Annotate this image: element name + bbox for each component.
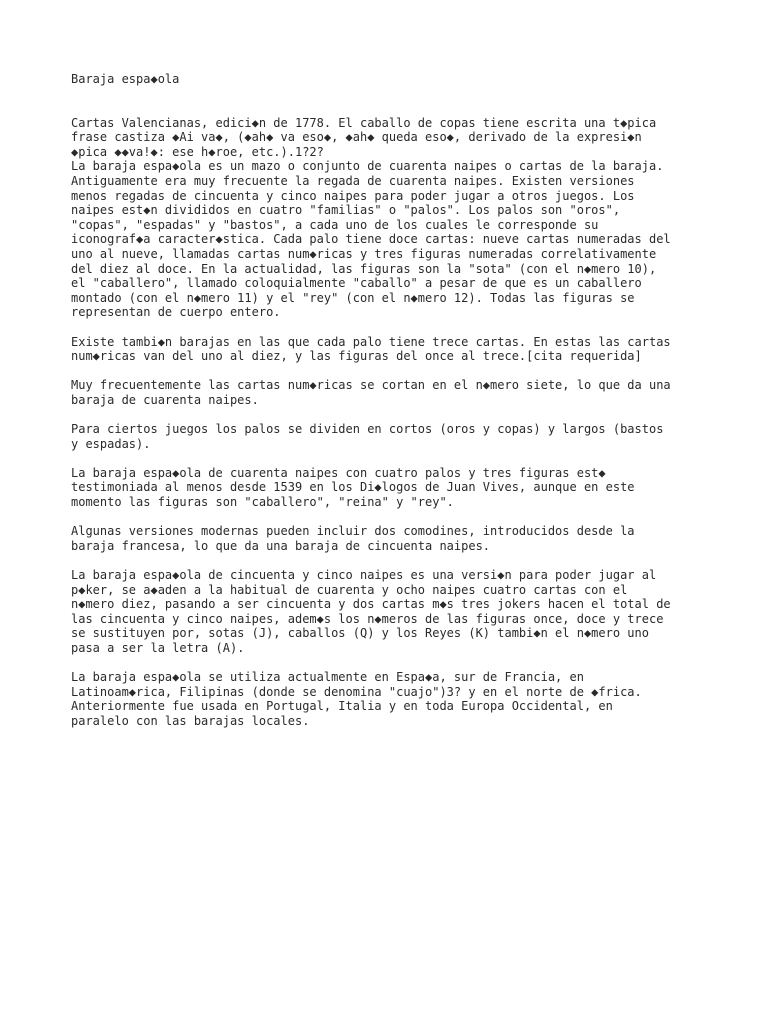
paragraph-history: La baraja espa◆ola de cuarenta naipes con cuatro palos y tres figuras est◆ testimoniada al menos desde 1539 en los Di◆logos de Juan Vives, aunque en este momento las figuras son "caballero", "reina" y "rey".: [71, 465, 635, 510]
paragraph-fifty-five-cards: La baraja espa◆ola de cincuenta y cinco naipes es una versi◆n para poder jugar al p◆ker, se a◆aden a la habitual de cuarenta y ocho naipes cuatro cartas con el n◆mero diez, pasando a ser cincuenta y dos cartas m◆s tres jokers hacen el total de las cincuenta y cinco naipes, adem◆s los n◆meros de las figuras once, doce y trece se sustituyen por, sotas (J), caballos (Q) y los Reyes (K) tambi◆n el n◆mero uno pasa a ser la letra (A).: [71, 568, 671, 655]
paragraph-usage: La baraja espa◆ola se utiliza actualmente en Espa◆a, sur de Francia, en Latinoam◆rica, Filipinas (donde se denomina "cuajo")3? y en el norte de ◆frica. Anteriormente fue usada en Portugal, Italia y en toda Europa Occidental, en paralelo con las barajas locales.: [71, 670, 642, 728]
paragraph-intro: La baraja espa◆ola es un mazo o conjunto de cuarenta naipes o cartas de la baraja. Antiguamente era muy frecuente la regada de cuarenta naipes. Existen versiones menos regadas de cincuenta y cinco naipes para poder jugar a otros juegos. Los naipes est◆n divididos en cuatro "familias" o "palos". Los palos son "oros", "copas", "espadas" y "bastos", a cada uno de los cuales le corresponde su iconograf◆a caracter◆stica. Cada palo tiene doce cartas: nueve cartas numeradas del uno al nueve, llamadas cartas num◆ricas y tres figuras numeradas correlativamente del diez al doce. En la actualidad, las figuras son la "sota" (con el n◆mero 10), el "caballero", llamado coloquialmente "caballo" a pesar de que es un caballero montado (con el n◆mero 11) y el "rey" (con el n◆mero 12). Todas las figuras se representan de cuerpo entero.: [71, 159, 671, 320]
paragraph-short-long-suits: Para ciertos juegos los palos se dividen en cortos (oros y copas) y largos (bastos y espadas).: [71, 422, 664, 451]
document-title: Baraja espa◆ola: [71, 72, 180, 86]
paragraph-thirteen-cards: Existe tambi◆n barajas en las que cada palo tiene trece cartas. En estas las cartas num◆ricas van del uno al diez, y las figuras del once al trece.[cita requerida]: [71, 334, 671, 364]
paragraph-caption: Cartas Valencianas, edici◆n de 1778. El caballo de copas tiene escrita una t◆pica frase castiza ◆Ai va◆, (◆ah◆ va eso◆, ◆ah◆ queda eso◆, derivado de la expresi◆n ◆pica ◆◆va!◆: ese h◆roe, etc.).1?2?: [71, 115, 657, 159]
paragraph-jokers: Algunas versiones modernas pueden incluir dos comodines, introducidos desde la baraja francesa, lo que da una baraja de cincuenta naipes.: [71, 524, 635, 553]
paragraph-forty-cards: Muy frecuentemente las cartas num◆ricas se cortan en el n◆mero siete, lo que da una baraja de cuarenta naipes.: [71, 378, 671, 407]
document-page: [71, 72, 711, 743]
